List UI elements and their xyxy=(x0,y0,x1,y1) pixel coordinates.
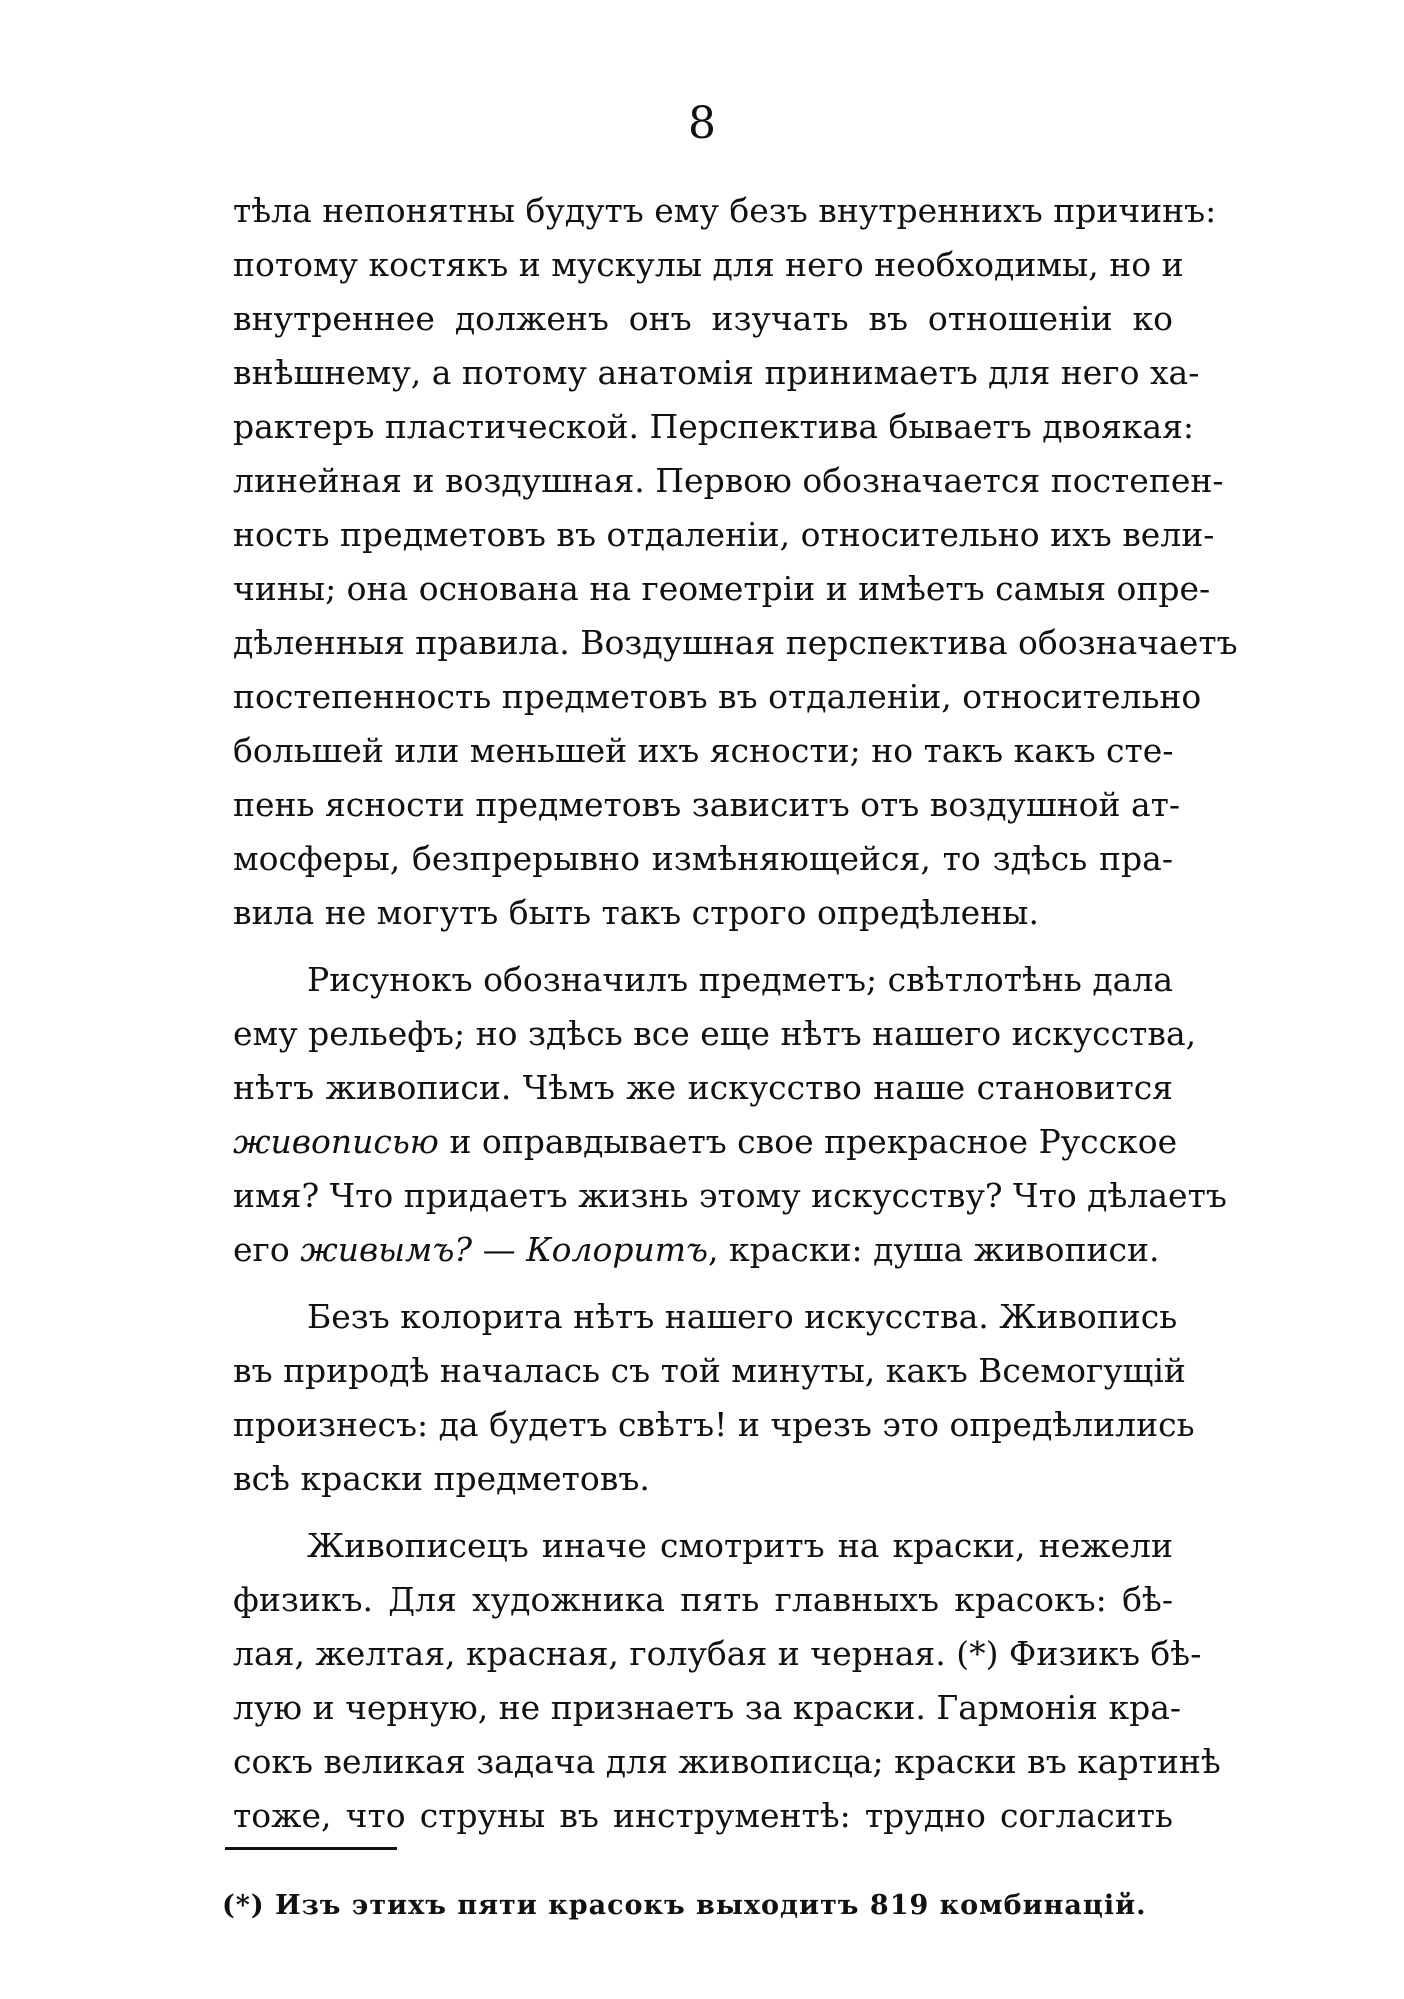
text-segment: лая, желтая, красная, голубая и черная. (*) Физикъ бѣ- xyxy=(233,1634,1202,1673)
text-line xyxy=(233,400,1195,454)
text-segment: дѣленныя правила. Воздушная перспектива обозначаетъ xyxy=(233,623,1238,662)
text-line xyxy=(233,1344,1186,1398)
text-line xyxy=(233,1627,1202,1681)
text-line xyxy=(233,1452,1173,1506)
text-segment: внѣшнему, а потому анатомiя принимаетъ для него ха- xyxy=(233,353,1200,392)
text-segment: , краски: душа живописи. xyxy=(708,1230,1160,1269)
text-segment: лую и черную, не признаетъ за краски. Гармонiя кра- xyxy=(233,1688,1182,1727)
text-line xyxy=(233,616,1238,670)
text-segment: рактеръ пластической. Перспектива бываетъ двоякая: xyxy=(233,407,1195,446)
paragraph-3 xyxy=(233,1290,1195,1506)
text-segment: сокъ великая задача для живописца; краски въ картинѣ xyxy=(233,1742,1221,1781)
page-number: 8 xyxy=(688,98,716,149)
paragraph-4 xyxy=(233,1519,1221,1843)
text-line xyxy=(233,778,1181,832)
text-segment: ность предметовъ въ отдаленiи, относительно ихъ вели- xyxy=(233,515,1215,554)
text-line xyxy=(233,724,1173,778)
text-line xyxy=(233,1573,1173,1627)
text-segment: въ природѣ началась съ той минуты, какъ Всемогущiй xyxy=(233,1351,1186,1390)
text-segment: вила не могутъ быть такъ строго опредѣлены. xyxy=(233,893,1039,932)
body-text xyxy=(233,184,1238,1843)
text-segment: и оправдываетъ свое прекрасное Русское xyxy=(438,1122,1178,1161)
text-line xyxy=(233,184,1217,238)
text-segment: тѣла непонятны будутъ ему безъ внутреннихъ причинъ: xyxy=(233,191,1217,230)
text-line xyxy=(233,832,1173,886)
text-segment: его xyxy=(233,1230,301,1269)
text-line xyxy=(233,1169,1227,1223)
text-segment: пень ясности предметовъ зависитъ отъ воздушной ат- xyxy=(233,785,1181,824)
text-segment: тоже, что струны въ инструментѣ: трудно согласить xyxy=(233,1796,1173,1835)
text-segment: Безъ колорита нѣтъ нашего искусства. Живопись xyxy=(307,1297,1178,1336)
text-line xyxy=(233,238,1184,292)
footnote: (*) Изъ этихъ пяти красокъ выходитъ 819 комбинацiй. xyxy=(222,1890,1147,1921)
footnote-divider xyxy=(225,1847,397,1850)
text-line xyxy=(233,1681,1182,1735)
italic-segment: живописью xyxy=(233,1122,439,1161)
text-line xyxy=(233,454,1224,508)
paragraph-2 xyxy=(233,953,1227,1277)
text-segment: нѣтъ живописи. Чѣмъ же искусство наше становится xyxy=(233,1068,1173,1107)
text-line xyxy=(233,1115,1178,1169)
text-line xyxy=(233,1519,1173,1573)
text-segment: внутреннее долженъ онъ изучать въ отношенiи ко xyxy=(233,299,1173,338)
text-line xyxy=(233,508,1215,562)
text-segment: физикъ. Для художника пять главныхъ красокъ: бѣ- xyxy=(233,1580,1173,1619)
text-segment: постепенность предметовъ въ отдаленiи, относительно xyxy=(233,677,1202,716)
text-segment: потому костякъ и мускулы для него необходимы, но и xyxy=(233,245,1184,284)
text-line xyxy=(233,953,1173,1007)
text-line xyxy=(233,670,1202,724)
paragraph-1 xyxy=(233,184,1238,940)
text-line xyxy=(233,886,1173,940)
text-segment: Рисунокъ обозначилъ предметъ; свѣтлотѣнь дала xyxy=(307,960,1173,999)
text-segment: чины; она основана на геометрiи и имѣетъ самыя опре- xyxy=(233,569,1211,608)
text-line xyxy=(233,1735,1221,1789)
text-segment: имя? Что придаетъ жизнь этому искусству? Что дѣлаетъ xyxy=(233,1176,1227,1215)
text-line xyxy=(233,1789,1173,1843)
text-segment: мосферы, безпрерывно измѣняющейся, то здѣсь пра- xyxy=(233,839,1173,878)
text-line xyxy=(233,1290,1178,1344)
text-line xyxy=(233,1223,1173,1277)
text-segment: большей или меньшей ихъ ясности; но такъ какъ сте- xyxy=(233,731,1174,770)
text-line xyxy=(233,1007,1197,1061)
text-line xyxy=(233,292,1173,346)
text-segment: произнесъ: да будетъ свѣтъ! и чрезъ это опредѣлились xyxy=(233,1405,1195,1444)
text-segment: ему рельефъ; но здѣсь все еще нѣтъ нашего искусства, xyxy=(233,1014,1197,1053)
text-line xyxy=(233,346,1200,400)
text-segment: Живописецъ иначе смотритъ на краски, нежели xyxy=(307,1526,1173,1565)
text-line xyxy=(233,562,1211,616)
text-segment: линейная и воздушная. Первою обозначается постепен- xyxy=(233,461,1224,500)
italic-segment: живымъ? — Колоритъ xyxy=(300,1230,709,1269)
text-segment: всѣ краски предметовъ. xyxy=(233,1459,650,1498)
text-line xyxy=(233,1061,1173,1115)
text-line xyxy=(233,1398,1195,1452)
